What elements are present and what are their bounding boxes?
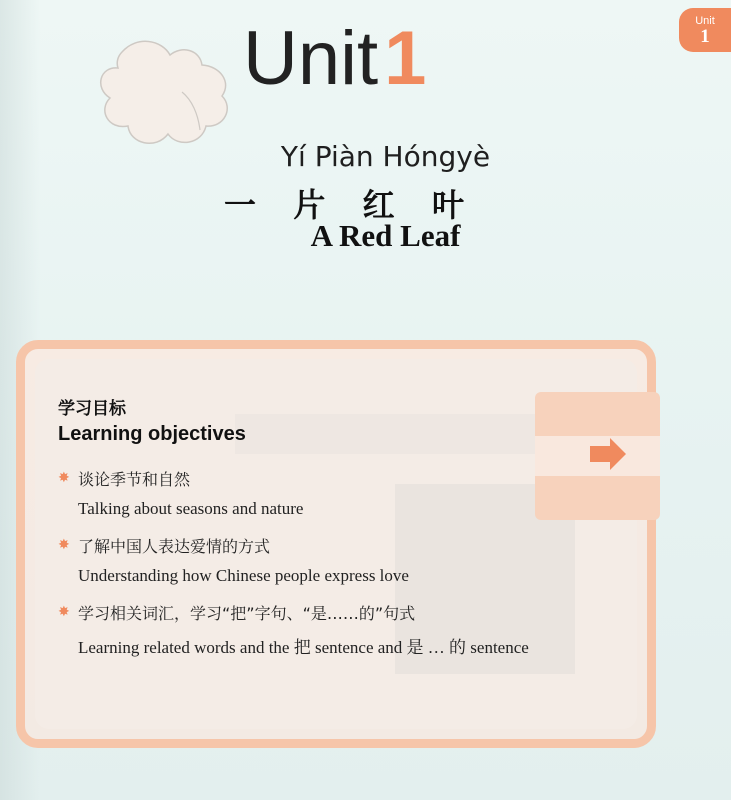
bullet-icon: ✸	[58, 537, 70, 553]
bullet-icon: ✸	[58, 604, 70, 620]
hanzi-char: 片	[293, 186, 326, 224]
arrow-right-icon	[590, 446, 612, 462]
hanzi-char: 叶	[431, 186, 464, 224]
page-title	[243, 14, 426, 104]
bullet-icon: ✸	[58, 470, 70, 486]
objective-en: Learning related words and the 把 sentence and 是 … 的 sentence	[78, 638, 529, 657]
unit-tab-number: 1	[700, 26, 710, 47]
unit-tab-label: Unit	[695, 15, 715, 27]
unit-title-number: 1	[384, 16, 427, 101]
hanzi-char: 一	[224, 186, 257, 224]
show-through-text	[235, 414, 575, 454]
objective-item	[58, 533, 618, 586]
objectives-heading-cn: 学习目标	[58, 399, 126, 419]
unit-title-word: Unit	[243, 16, 379, 101]
objective-item	[58, 600, 618, 658]
hanzi-char: 红	[362, 186, 395, 224]
lesson-hanzi	[224, 180, 464, 224]
objective-cn: 了解中国人表达爱情的方式	[78, 536, 271, 556]
objective-en: Talking about seasons and nature	[78, 499, 304, 518]
lesson-pinyin: Yí Piàn Hóngyè	[280, 140, 491, 173]
unit-tab	[679, 8, 731, 52]
objective-cn: 学习相关词汇，学习“把”字句、“是……的”句式	[78, 603, 416, 623]
objectives-heading-en: Learning objectives	[58, 423, 246, 445]
objective-cn: 谈论季节和自然	[78, 469, 191, 489]
objective-item	[58, 466, 618, 519]
lesson-english-title: A Red Leaf	[310, 218, 461, 253]
objective-en: Understanding how Chinese people express love	[78, 566, 409, 585]
